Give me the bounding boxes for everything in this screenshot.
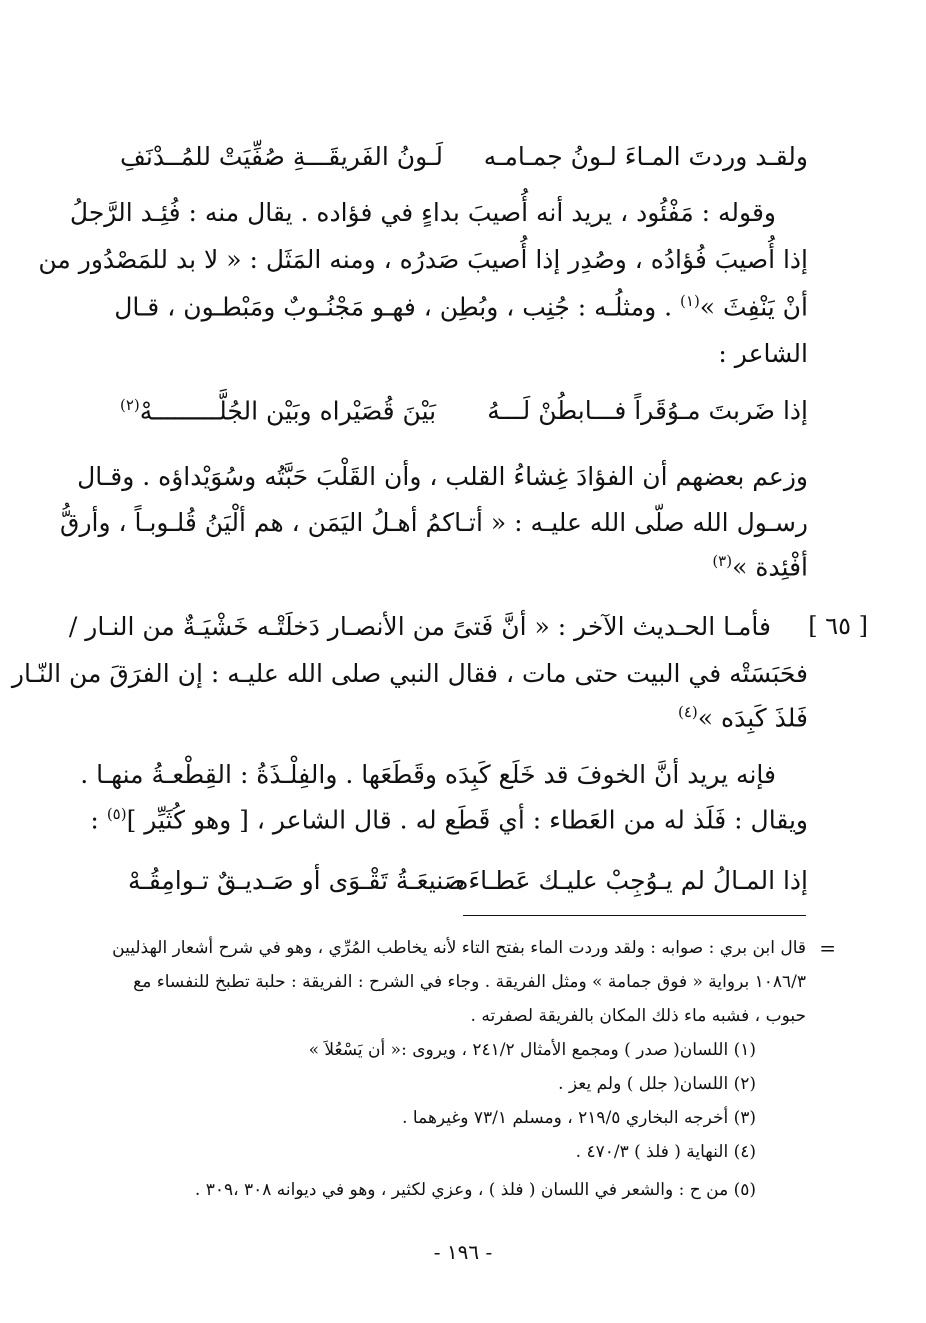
para4-line2 (90, 805, 808, 835)
footnote-separator (463, 915, 806, 916)
verse-3-second-hemistich: صَنيعَـةُ تَقْـوَى أو صَـديـقٌ تـوامِقُـهْ (128, 866, 466, 895)
para2-line3 (118, 552, 808, 581)
verse-1-first-hemistich: ولقـد وردتَ المـاءَ لـونُ جمـامـه (483, 142, 808, 171)
para1-line3 (114, 292, 808, 322)
footnote-4: (٤) النهاية ( فلذ ) ٤٧٠/٣ . (575, 1142, 756, 1162)
footnote-continuation-line3: حبوب ، فشبه ماء ذلك المكان بالفريقة لصفرته . (470, 1006, 806, 1026)
footnote-1: (١) اللسان( صدر ) ومجمع الأمثال ٢٤١/٢ ، ويروى :« أن يَسْعُلاَ » (308, 1040, 756, 1060)
para1-line2: إذا أُصيبَ فُؤادُه ، وصُدِر إذا أُصيبَ صَدرُه ، ومنه المَثَل : « لا بد للمَصْدُور من (38, 245, 808, 274)
footnote-ref-4: (٤) (678, 703, 698, 721)
para3-line3 (118, 703, 808, 732)
footnote-continuation-line1: قال ابن بري : صوابه : ولقد وردت الماء بفتح التاء لأنه يخاطب المُرِّي ، وهو في شرح أشعار الهذليين (112, 938, 806, 958)
para4-line2-colon: : (90, 805, 99, 835)
footnote-ref-2: (٢) (120, 396, 140, 414)
verse-2-second-text: بَيْنَ قُصَيْراه وبَيْن الجُلَّـــــــــهْ (139, 396, 437, 426)
para2-line3-text: أفْئِدة » (732, 552, 808, 582)
para1-line4: الشاعر : (718, 339, 808, 368)
para2-line1: وزعم بعضهم أن الفؤادَ غِشاءُ القلب ، وأن القَلْبَ حَبَّتُه وسُوَيْداؤه . وقـال (77, 462, 808, 491)
para1-line3-quote: أنْ يَنْفِثَ » (699, 292, 808, 322)
verse-3-first-hemistich: إذا المـالُ لم يـوُجِبْ عليـك عَطـاءَه (455, 866, 808, 895)
page-marker: [ ٦٥ ] (808, 612, 868, 640)
continuation-mark: = (819, 936, 836, 960)
footnote-2: (٢) اللسان( جلل ) ولم يعز . (558, 1074, 756, 1094)
para1-line1: وقوله : مَفْئُود ، يريد أنه أُصيبَ بداءٍ في فؤاده . يقال منه : فُئِـد الرَّجلُ (69, 198, 776, 227)
footnote-ref-3: (٣) (712, 552, 733, 570)
para3-line1: فأمـا الحـديث الآخر : « أنَّ فَتىً من الأنصـار دَخلَتْـه خَشْيَـةٌ من النـار / (68, 612, 771, 641)
verse-2-second-hemistich (120, 396, 436, 425)
footnote-continuation-line2: ١٠٨٦/٣ برواية « فوق جمامة » ومثل الفريقة . وجاء في الشرح : الفريقة : حلبة تطبخ للنفساء مع (133, 972, 806, 992)
verse-1-second-hemistich: لَـونُ الفَريقَـــةِ صُفِّيَتْ للمُــدْنَفِ (120, 142, 443, 171)
footnote-5: (٥) من ح : والشعر في اللسان ( فلذ ) ، وعزي لكثير ، وهو في ديوانه ٣٠٨ ،٣٠٩ . (194, 1180, 756, 1200)
para3-line3-text: فَلذَ كَبِدَه » (697, 703, 808, 733)
para1-line3-rest: . ومثلُـه : جُنِب ، وبُطِن ، فهـو مَجْنُـوبٌ ومَبْطـون ، قـال (114, 292, 673, 322)
footnote-ref-1: (١) (680, 292, 700, 310)
verse-2-first-hemistich: إذا ضَربتَ مـوُقَراً فـــابطُنْ لَـــهُ (487, 396, 808, 425)
page-number: - ١٩٦ - (433, 1240, 493, 1264)
footnote-ref-5: (٥) (106, 805, 127, 823)
footnote-3: (٣) أخرجه البخاري ٢١٩/٥ ، ومسلم ٧٣/١ وغيرهما . (402, 1108, 756, 1128)
para4-line1: فإنه يريد أنَّ الخوفَ قد خَلَع كَبِدَه وقَطَعَها . والفِلْـذَةُ : القِطْعـةُ منهـا . (80, 760, 776, 789)
para2-line2: رسـول الله صلّى الله عليـه : « أتـاكمُ أهـلُ اليَمَن ، هم ألْيَنُ قُلـوبـاً ، وأرقُّ (60, 508, 808, 537)
para4-line2-text: ويقال : فَلَذ له من العَطاء : أي قَطَع له . قال الشاعر ، [ وهو كُثَيِّر ] (126, 805, 808, 835)
para3-line2: فحَبَسَتْه في البيت حتى مات ، فقال النبي صلى الله عليـه : إن الفرَقَ من النّـار (11, 659, 808, 688)
